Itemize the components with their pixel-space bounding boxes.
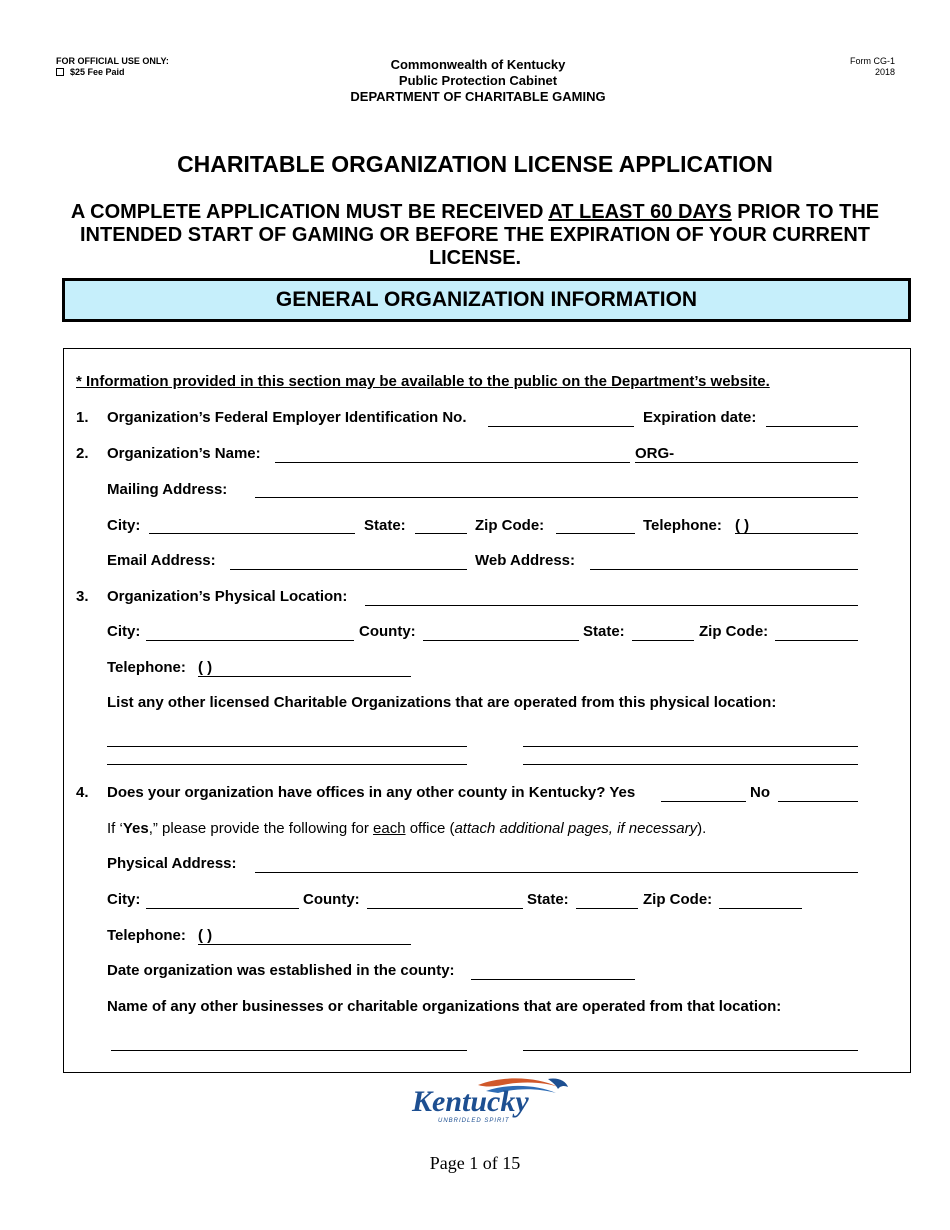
office-zip-field[interactable]	[719, 908, 802, 909]
offices-no-field[interactable]	[778, 801, 858, 802]
item-number-2: 2.	[76, 445, 89, 462]
web-label: Web Address:	[475, 552, 576, 569]
office-county-label: County:	[303, 891, 360, 908]
org-name-label: Organization’s Name:	[107, 445, 261, 462]
form-year: 2018	[874, 67, 895, 77]
official-use-block	[56, 56, 169, 78]
mailing-zip-label: Zip Code:	[475, 517, 545, 534]
item-number-3: 3.	[76, 588, 89, 605]
mailing-address-field[interactable]	[255, 497, 858, 498]
office-zip-label: Zip Code:	[643, 891, 713, 908]
mailing-telephone-field[interactable]	[735, 533, 858, 534]
date-established-label: Date organization was established in the county:	[107, 962, 455, 979]
logo-wordmark: Kentucky	[412, 1085, 529, 1118]
mailing-address-label: Mailing Address:	[107, 481, 228, 498]
other-orgs-field-3[interactable]	[107, 764, 467, 765]
org-prefix-label: ORG-	[635, 445, 675, 462]
physical-county-label: County:	[359, 623, 416, 640]
other-businesses-field-2[interactable]	[523, 1050, 858, 1051]
physical-telephone-field[interactable]	[198, 676, 411, 677]
if-yes-pre: If ‘	[107, 820, 123, 837]
office-city-field[interactable]	[146, 908, 299, 909]
fein-label: Organization’s Federal Employer Identification No.	[107, 409, 467, 426]
date-established-field[interactable]	[471, 979, 635, 980]
section-banner: GENERAL ORGANIZATION INFORMATION	[62, 278, 911, 322]
agency-line3: DEPARTMENT OF CHARITABLE GAMING	[350, 89, 606, 104]
fein-field[interactable]	[488, 426, 634, 427]
item-number-1: 1.	[76, 409, 89, 426]
agency-line1: Commonwealth of Kentucky	[390, 57, 566, 72]
mailing-state-label: State:	[364, 517, 406, 534]
if-yes-instruction	[107, 820, 706, 840]
web-field[interactable]	[590, 569, 858, 570]
mailing-phone-paren: ( )	[735, 517, 750, 534]
email-field[interactable]	[230, 569, 467, 570]
office-phone-paren: ( )	[198, 927, 213, 944]
email-label: Email Address:	[107, 552, 216, 569]
physical-state-field[interactable]	[632, 640, 694, 641]
expiration-label: Expiration date:	[643, 409, 757, 426]
other-businesses-field-1[interactable]	[111, 1050, 467, 1051]
mailing-state-field[interactable]	[415, 533, 467, 534]
physical-location-label: Organization’s Physical Location:	[107, 588, 348, 605]
if-yes-end: ).	[697, 820, 707, 837]
kentucky-logo-graphic	[408, 1075, 573, 1125]
office-state-label: State:	[527, 891, 569, 908]
item-number-4: 4.	[76, 784, 89, 801]
agency-line2: Public Protection Cabinet	[398, 73, 558, 88]
other-orgs-field-4[interactable]	[523, 764, 858, 765]
public-info-notice: * Information provided in this section may be available to the public on the Department’s website.	[76, 373, 770, 390]
fee-paid-checkbox[interactable]	[56, 68, 64, 76]
official-use-label: FOR OFFICIAL USE ONLY:	[56, 56, 169, 66]
office-address-field[interactable]	[255, 872, 858, 873]
mailing-city-label: City:	[107, 517, 141, 534]
deadline-notice	[55, 201, 895, 270]
other-businesses-label: Name of any other businesses or charitable organizations that are operated from that location:	[107, 998, 782, 1015]
other-orgs-field-2[interactable]	[523, 746, 858, 747]
offices-no-label: No	[750, 784, 770, 801]
if-yes-italic: attach additional pages, if necessary	[454, 820, 698, 837]
physical-city-field[interactable]	[146, 640, 354, 641]
mailing-telephone-label: Telephone:	[643, 517, 722, 534]
office-county-field[interactable]	[367, 908, 523, 909]
if-yes-each: each	[373, 820, 406, 837]
physical-county-field[interactable]	[423, 640, 579, 641]
page-title: CHARITABLE ORGANIZATION LICENSE APPLICATION	[177, 151, 773, 177]
offices-question-label: Does your organization have offices in any other county in Kentucky? Yes	[107, 784, 636, 801]
if-yes-mid: ,” please provide the following for	[148, 820, 374, 837]
if-yes-bold: Yes	[122, 820, 149, 837]
deadline-text-2: PRIOR TO THE INTENDED START OF GAMING OR BEFORE THE EXPIRATION OF YOUR CURRENT LICENSE.	[79, 201, 880, 269]
org-number-field[interactable]	[635, 462, 858, 463]
logo-tagline: UNBRIDLED SPIRIT	[438, 1118, 510, 1124]
physical-phone-paren: ( )	[198, 659, 213, 676]
deadline-text-1: A COMPLETE APPLICATION MUST BE RECEIVED	[70, 201, 549, 223]
expiration-field[interactable]	[766, 426, 858, 427]
office-state-field[interactable]	[576, 908, 638, 909]
org-name-field[interactable]	[275, 462, 630, 463]
office-telephone-field[interactable]	[198, 944, 411, 945]
other-orgs-field-1[interactable]	[107, 746, 467, 747]
form-number-block	[850, 56, 895, 78]
office-address-label: Physical Address:	[107, 855, 237, 872]
physical-telephone-label: Telephone:	[107, 659, 186, 676]
page-number: Page 1 of 15	[429, 1153, 521, 1173]
physical-state-label: State:	[583, 623, 625, 640]
physical-location-field[interactable]	[365, 605, 858, 606]
offices-yes-field[interactable]	[661, 801, 746, 802]
physical-zip-field[interactable]	[775, 640, 858, 641]
kentucky-logo	[408, 1075, 573, 1125]
fee-paid-label: $25 Fee Paid	[70, 67, 125, 77]
mailing-city-field[interactable]	[149, 533, 355, 534]
physical-zip-label: Zip Code:	[699, 623, 769, 640]
mailing-zip-field[interactable]	[556, 533, 635, 534]
office-telephone-label: Telephone:	[107, 927, 186, 944]
form-number: Form CG-1	[850, 56, 895, 66]
deadline-emphasis: AT LEAST 60 DAYS	[548, 201, 732, 223]
other-orgs-label: List any other licensed Charitable Organizations that are operated from this physical location:	[107, 694, 777, 711]
agency-header	[300, 57, 656, 105]
physical-city-label: City:	[107, 623, 141, 640]
if-yes-office: office (	[405, 820, 455, 837]
office-city-label: City:	[107, 891, 141, 908]
